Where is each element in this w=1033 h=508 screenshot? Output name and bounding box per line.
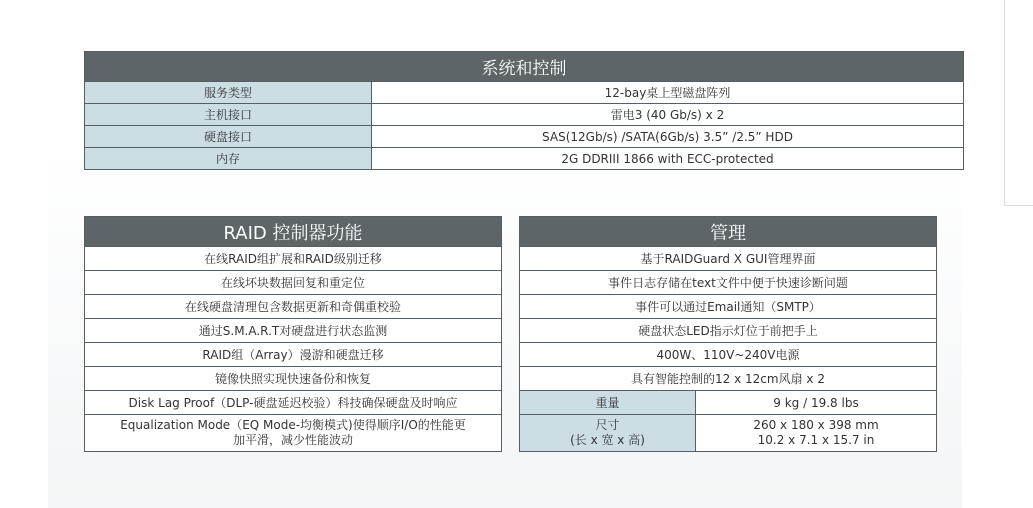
list-item: 镜像快照实现快速备份和恢复 [85,367,502,391]
list-item: 400W、110V~240V电源 [520,343,937,367]
list-item: Disk Lag Proof（DLP-硬盘延迟校验）科技确保硬盘及时响应 [85,391,502,415]
weight-key: 重量 [520,391,696,415]
system-control-table [84,51,964,170]
list-item [85,415,502,452]
spec-value: 雷电3 (40 Gb/s) x 2 [372,104,964,126]
spec-key: 主机接口 [85,104,372,126]
list-item: 在线RAID组扩展和RAID级别迁移 [85,247,502,271]
list-item: 在线硬盘清理包含数据更新和奇偶重校验 [85,295,502,319]
management-title: 管理 [520,217,937,247]
spec-value: SAS(12Gb/s) /SATA(6Gb/s) 3.5” /2.5” HDD [372,126,964,148]
system-control-title: 系统和控制 [85,52,964,82]
list-item: 硬盘状态LED指示灯位于前把手上 [520,319,937,343]
raid-controller-table [84,216,502,452]
list-item: RAID组（Array）漫游和硬盘迁移 [85,343,502,367]
table-row [85,104,964,126]
size-value-line: 260 x 180 x 398 mm [753,418,879,432]
list-item: 具有智能控制的12 x 12cm风扇 x 2 [520,367,937,391]
list-item: 事件日志存储在text文件中便于快速诊断问题 [520,271,937,295]
spec-key: 硬盘接口 [85,126,372,148]
size-value [696,415,937,452]
list-item-line: Equalization Mode（EQ Mode-均衡模式)使得顺序I/O的性能更 [120,418,466,432]
size-value-line: 10.2 x 7.1 x 15.7 in [757,433,875,447]
size-key-line: 尺寸 [595,418,620,432]
raid-controller-title: RAID 控制器功能 [85,217,502,247]
management-table [519,216,937,452]
side-frame [1004,0,1033,206]
spec-value: 12-bay桌上型磁盘阵列 [372,82,964,104]
list-item: 在线坏块数据回复和重定位 [85,271,502,295]
spec-key: 内存 [85,148,372,170]
list-item: 事件可以通过Email通知（SMTP） [520,295,937,319]
table-row [520,415,937,452]
spec-value: 2G DDRIII 1866 with ECC-protected [372,148,964,170]
list-item: 通过S.M.A.R.T对硬盘进行状态监测 [85,319,502,343]
size-key [520,415,696,452]
list-item-line: 加平滑，减少性能波动 [232,433,353,447]
table-row [85,148,964,170]
size-key-line: (长 x 宽 x 高) [570,433,645,447]
weight-value: 9 kg / 19.8 lbs [696,391,937,415]
list-item: 基于RAIDGuard X GUI管理界面 [520,247,937,271]
spec-key: 服务类型 [85,82,372,104]
table-row [520,391,937,415]
table-row [85,82,964,104]
table-row [85,126,964,148]
